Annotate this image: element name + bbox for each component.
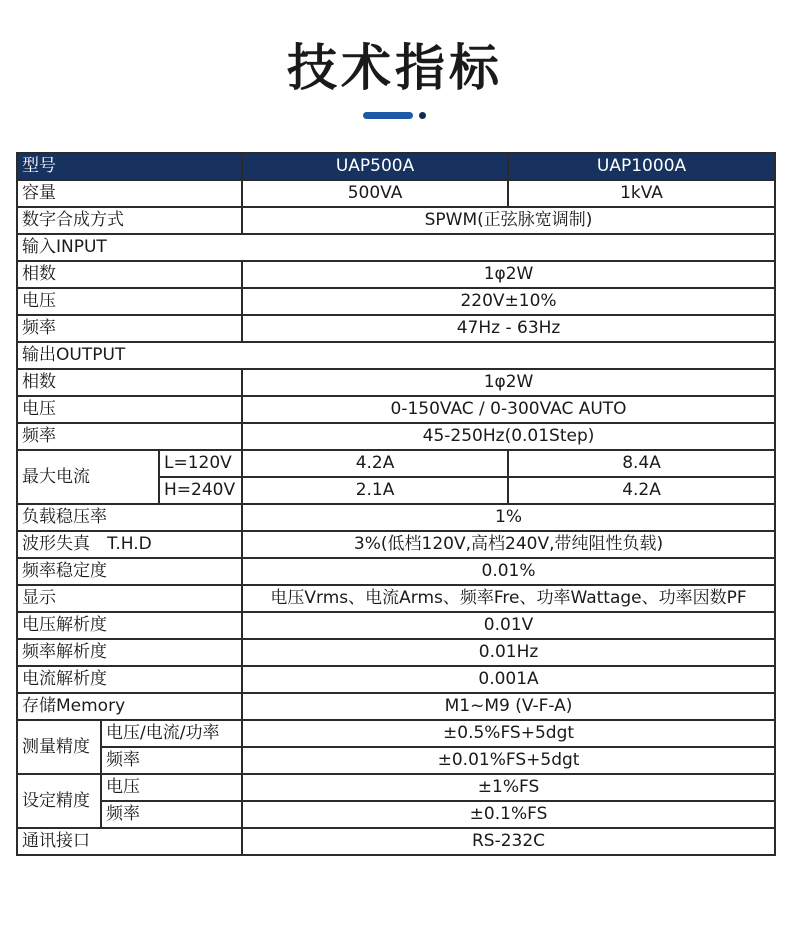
cell-value-a: 500VA: [242, 180, 508, 207]
table-row: [17, 180, 775, 207]
table-row: [17, 639, 775, 666]
cell-value: 0-150VAC / 0-300VAC AUTO: [242, 396, 775, 423]
cell-value: 47Hz - 63Hz: [242, 315, 775, 342]
spec-table: [16, 152, 776, 856]
row-label: 频率: [17, 423, 242, 450]
row-label: 通讯接口: [17, 828, 242, 855]
row-label: 频率解析度: [17, 639, 242, 666]
cell-value: 1φ2W: [242, 261, 775, 288]
row-label: 最大电流: [17, 450, 159, 504]
cell-value: 0.01%: [242, 558, 775, 585]
row-label: 波形失真 T.H.D: [17, 531, 242, 558]
row-label: 相数: [17, 261, 242, 288]
cell-value: 0.01V: [242, 612, 775, 639]
cell-value-a: 4.2A: [242, 450, 508, 477]
decoration-dot: [419, 112, 426, 119]
table-row: [17, 666, 775, 693]
row-label: 显示: [17, 585, 242, 612]
table-row: [17, 693, 775, 720]
cell-condition: L=120V: [159, 450, 242, 477]
table-row: [17, 585, 775, 612]
section-label: 输出OUTPUT: [17, 342, 775, 369]
table-header-row: [17, 153, 775, 180]
cell-value: RS-232C: [242, 828, 775, 855]
cell-value: 电压Vrms、电流Arms、频率Fre、功率Wattage、功率因数PF: [242, 585, 775, 612]
cell-value: ±1%FS: [242, 774, 775, 801]
cell-sub-label: 电压: [101, 774, 242, 801]
cell-value-b: 4.2A: [508, 477, 775, 504]
cell-condition: H=240V: [159, 477, 242, 504]
section-row: [17, 234, 775, 261]
table-row: [17, 720, 775, 747]
row-label: 电压解析度: [17, 612, 242, 639]
table-row: [17, 504, 775, 531]
row-label: 电压: [17, 396, 242, 423]
row-label: 相数: [17, 369, 242, 396]
section-row: [17, 342, 775, 369]
cell-sub-label: 电压/电流/功率: [101, 720, 242, 747]
row-label: 电压: [17, 288, 242, 315]
header-model-b: UAP1000A: [508, 153, 775, 180]
table-row: [17, 558, 775, 585]
cell-value: ±0.01%FS+5dgt: [242, 747, 775, 774]
cell-value-b: 8.4A: [508, 450, 775, 477]
row-label: 电流解析度: [17, 666, 242, 693]
cell-value: ±0.5%FS+5dgt: [242, 720, 775, 747]
table-row: [17, 531, 775, 558]
cell-value: 45-250Hz(0.01Step): [242, 423, 775, 450]
cell-value: 3%(低档120V,高档240V,带纯阻性负载): [242, 531, 775, 558]
table-row: [17, 801, 775, 828]
table-row: [17, 261, 775, 288]
table-row: [17, 288, 775, 315]
row-label: 设定精度: [17, 774, 101, 828]
table-row: [17, 828, 775, 855]
cell-value-b: 1kVA: [508, 180, 775, 207]
table-row: [17, 423, 775, 450]
table-row: [17, 774, 775, 801]
cell-value-a: 2.1A: [242, 477, 508, 504]
cell-value: 0.01Hz: [242, 639, 775, 666]
row-label: 容量: [17, 180, 242, 207]
table-row: [17, 450, 775, 477]
table-row: [17, 612, 775, 639]
cell-sub-label: 频率: [101, 801, 242, 828]
cell-sub-label: 频率: [101, 747, 242, 774]
row-label: 频率: [17, 315, 242, 342]
row-label: 负载稳压率: [17, 504, 242, 531]
row-label: 频率稳定度: [17, 558, 242, 585]
section-label: 输入INPUT: [17, 234, 775, 261]
cell-value: 0.001A: [242, 666, 775, 693]
header-model-a: UAP500A: [242, 153, 508, 180]
table-row: [17, 396, 775, 423]
row-label: 测量精度: [17, 720, 101, 774]
cell-value: ±0.1%FS: [242, 801, 775, 828]
row-label: 数字合成方式: [17, 207, 242, 234]
cell-value: 1%: [242, 504, 775, 531]
cell-value: 220V±10%: [242, 288, 775, 315]
table-row: [17, 747, 775, 774]
cell-value: M1~M9 (V-F-A): [242, 693, 775, 720]
row-label: 存储Memory: [17, 693, 242, 720]
table-row: [17, 315, 775, 342]
table-row: [17, 207, 775, 234]
cell-value: SPWM(正弦脉宽调制): [242, 207, 775, 234]
cell-value: 1φ2W: [242, 369, 775, 396]
table-row: [17, 369, 775, 396]
decoration-bar: [363, 112, 413, 119]
page-title: 技术指标: [287, 39, 503, 97]
header-label: 型号: [17, 153, 242, 180]
